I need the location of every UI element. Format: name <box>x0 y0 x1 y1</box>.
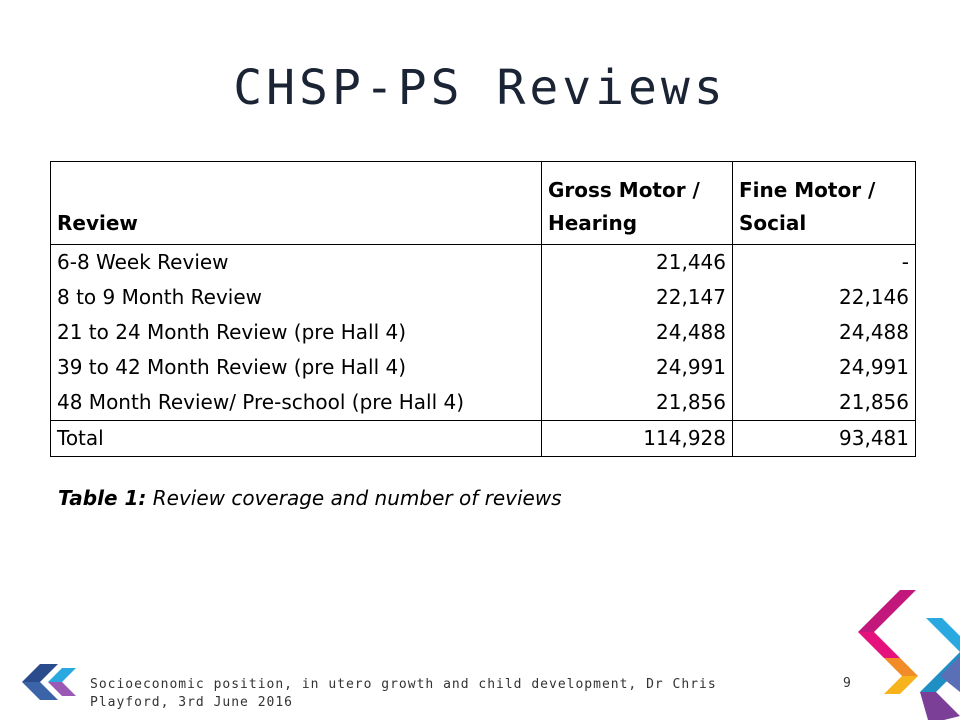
table-row <box>51 350 916 385</box>
review-name: 8 to 9 Month Review <box>51 280 542 315</box>
table-row <box>51 280 916 315</box>
footer-citation: Socioeconomic position, in utero growth and child development, Dr Chris Playford, 3rd June 2016 <box>90 677 717 710</box>
decorative-chevron-logo-icon <box>840 588 960 720</box>
fine-motor-value: 21,856 <box>733 385 916 421</box>
table-row <box>51 315 916 350</box>
review-name: 21 to 24 Month Review (pre Hall 4) <box>51 315 542 350</box>
table-header-row <box>51 162 916 245</box>
slide-title: CHSP-PS Reviews <box>233 60 727 116</box>
total-gross-motor: 114,928 <box>542 421 733 457</box>
table-total-row <box>51 421 916 457</box>
page-number: 9 <box>843 676 851 691</box>
table-row <box>51 385 916 421</box>
caption-text: Review coverage and number of reviews <box>146 486 562 510</box>
gross-motor-value: 24,991 <box>542 350 733 385</box>
caption-label: Table 1: <box>58 486 147 510</box>
gross-motor-value: 22,147 <box>542 280 733 315</box>
review-name: 6-8 Week Review <box>51 245 542 281</box>
review-name: 48 Month Review/ Pre-school (pre Hall 4) <box>51 385 542 421</box>
fine-motor-value: 24,991 <box>733 350 916 385</box>
header-gross-motor-hearing: Gross Motor / Hearing <box>542 162 733 245</box>
reviews-table <box>50 161 916 457</box>
gross-motor-value: 21,856 <box>542 385 733 421</box>
fine-motor-value: 24,488 <box>733 315 916 350</box>
table-caption <box>58 486 562 510</box>
gross-motor-value: 24,488 <box>542 315 733 350</box>
header-fine-motor-social: Fine Motor / Social <box>733 162 916 245</box>
brand-logo-icon <box>22 664 78 700</box>
total-label: Total <box>51 421 542 457</box>
fine-motor-value: - <box>733 245 916 281</box>
total-fine-motor: 93,481 <box>733 421 916 457</box>
review-name: 39 to 42 Month Review (pre Hall 4) <box>51 350 542 385</box>
table-row <box>51 245 916 281</box>
gross-motor-value: 21,446 <box>542 245 733 281</box>
header-review: Review <box>51 162 542 245</box>
fine-motor-value: 22,146 <box>733 280 916 315</box>
